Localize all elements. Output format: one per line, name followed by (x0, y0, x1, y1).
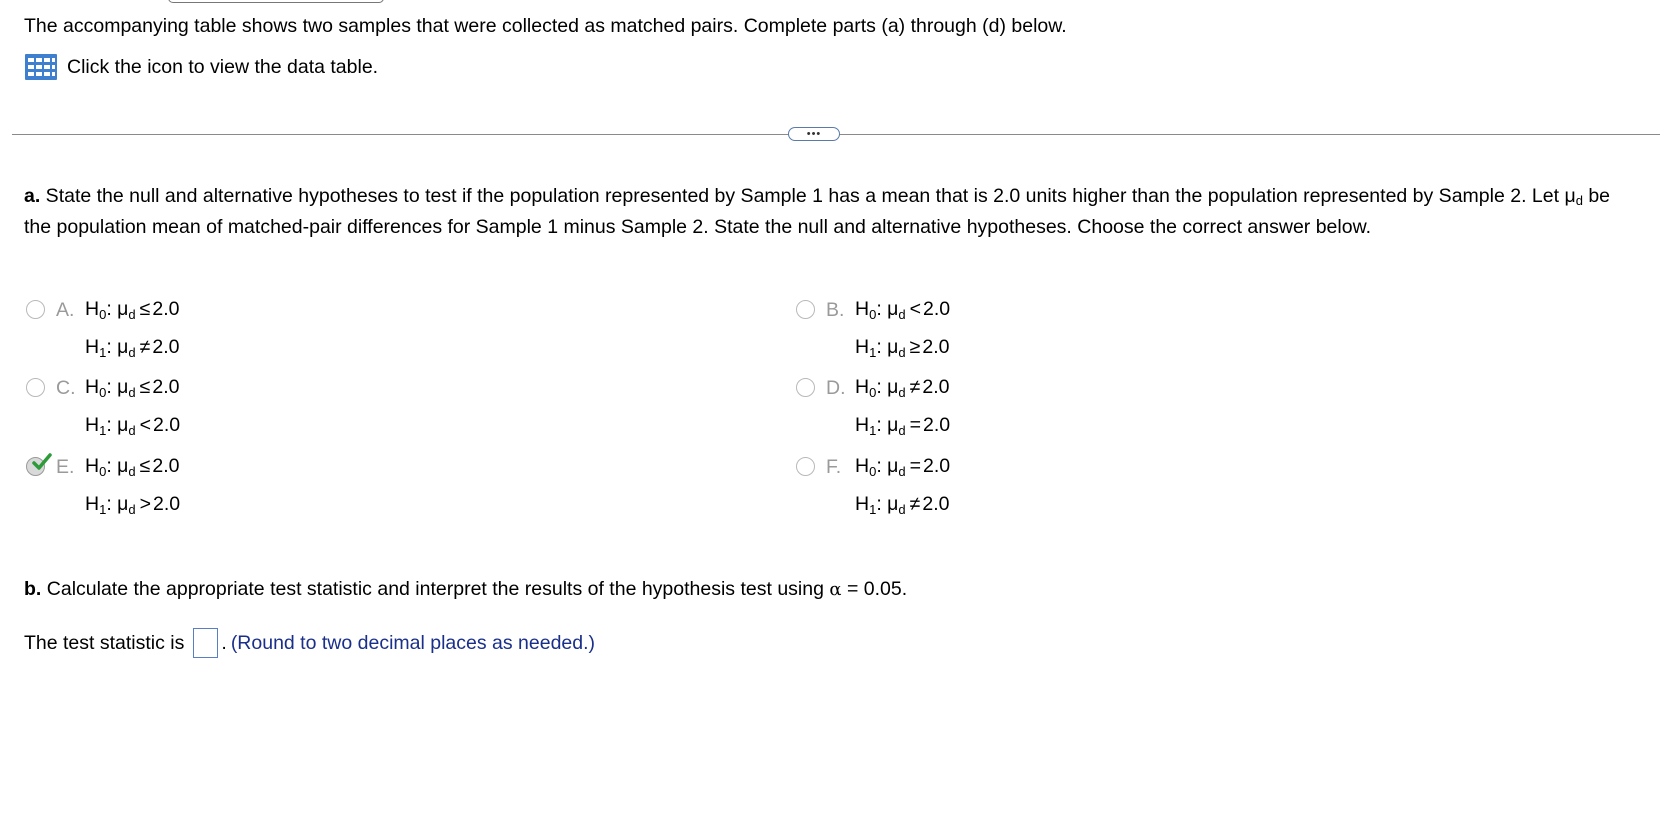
part-b-question (24, 576, 907, 603)
option-f[interactable] (796, 454, 950, 526)
mu-subscript: d (898, 345, 906, 360)
test-statistic-suffix: . (221, 632, 227, 654)
option-a-radio[interactable] (26, 300, 45, 319)
mu-symbol: μ (117, 336, 129, 358)
h-subscript: 0 (869, 464, 877, 479)
h-symbol: H (855, 376, 870, 398)
h-symbol: H (85, 298, 100, 320)
option-b-hypotheses (855, 293, 950, 369)
relation-symbol: ≠ (909, 493, 921, 515)
relation-symbol: ≤ (139, 298, 151, 320)
h-subscript: 1 (99, 423, 107, 438)
hypothesis-value: 2.0 (152, 455, 180, 477)
test-statistic-prefix: The test statistic is (24, 632, 185, 654)
hypothesis-value: 2.0 (923, 414, 951, 436)
relation-symbol: ≤ (139, 455, 151, 477)
hypothesis-value: 2.0 (923, 455, 951, 477)
option-f-hypotheses (855, 450, 950, 526)
mu-symbol: μ (1564, 185, 1576, 207)
mu-subscript: d (128, 464, 136, 479)
part-b-label: b. (24, 578, 42, 600)
hypothesis-h1: $H_1$: $\mu_d = 2.0$ (855, 409, 950, 447)
h-symbol: H (855, 455, 870, 477)
h-symbol: H (855, 336, 870, 358)
mu-symbol: μ (117, 455, 129, 477)
test-statistic-line (24, 628, 595, 658)
answer-options (26, 298, 1126, 550)
mu-symbol: μ (117, 298, 129, 320)
option-c-letter: C. (56, 377, 76, 399)
option-e[interactable] (26, 454, 180, 526)
part-a-text-2: be the population mean of matched-pair differences for Sample 1 minus Sample 2. State the null and alternative hypotheses. Choose the correct answer below. (24, 185, 1611, 238)
h-subscript: 1 (869, 502, 877, 517)
hypothesis-value: 2.0 (153, 414, 181, 436)
mu-subscript: d (898, 307, 906, 322)
h-subscript: 1 (99, 345, 107, 360)
h-subscript: 0 (99, 464, 107, 479)
question-intro: The accompanying table shows two samples that were collected as matched pairs. Complete parts (a) through (d) below. (24, 15, 1067, 37)
test-statistic-input[interactable] (193, 628, 218, 658)
mu-subscript: d (128, 345, 136, 360)
option-a-hypotheses (85, 293, 179, 369)
part-a-text-1: State the null and alternative hypotheses to test if the population represented by Sample 1 has a mean that is 2.0 units higher than the population represented by Sample 2. Let (40, 185, 1565, 207)
alpha-symbol: α (829, 579, 842, 600)
option-c-radio[interactable] (26, 378, 45, 397)
h-subscript: 0 (869, 307, 877, 322)
hypothesis-value: 2.0 (922, 336, 950, 358)
relation-symbol: < (909, 298, 922, 320)
top-tab[interactable] (168, 0, 384, 3)
table-icon[interactable] (24, 53, 58, 81)
hypothesis-h1: $H_1$: $\mu_d \ge 2.0$ (855, 331, 950, 369)
h-subscript: 0 (99, 307, 107, 322)
h-symbol: H (855, 414, 870, 436)
h-symbol: H (855, 298, 870, 320)
hypothesis-h1: $H_1$: $\mu_d \ne 2.0$ (855, 488, 950, 526)
mu-subscript: d (898, 423, 906, 438)
h-symbol: H (85, 414, 100, 436)
hypothesis-h0: $H_0$: $\mu_d \le 2.0$ (85, 371, 180, 409)
option-d[interactable] (796, 375, 950, 447)
option-a[interactable] (26, 297, 179, 369)
option-e-hypotheses (85, 450, 180, 526)
option-d-hypotheses (855, 371, 950, 447)
h-symbol: H (85, 455, 100, 477)
rounding-hint: (Round to two decimal places as needed.) (230, 632, 596, 654)
more-options-button[interactable] (788, 127, 840, 141)
hypothesis-h0: $H_0$: $\mu_d \le 2.0$ (85, 450, 180, 488)
hypothesis-h0: $H_0$: $\mu_d = 2.0$ (855, 450, 950, 488)
hypothesis-h1: $H_1$: $\mu_d \ne 2.0$ (85, 331, 179, 369)
alpha-value: = 0.05. (841, 578, 908, 600)
checkmark-icon (32, 452, 52, 472)
h-subscript: 1 (869, 345, 877, 360)
relation-symbol: = (909, 414, 922, 436)
mu-symbol: μ (887, 336, 899, 358)
h-symbol: H (855, 493, 870, 515)
part-a-label: a. (24, 185, 41, 207)
hypothesis-h0: $H_0$: $\mu_d \le 2.0$ (85, 293, 179, 331)
part-a-question (24, 183, 1639, 240)
option-c[interactable] (26, 375, 180, 447)
relation-symbol: ≠ (139, 336, 151, 358)
data-table-link[interactable] (24, 53, 378, 81)
h-symbol: H (85, 493, 100, 515)
hypothesis-value: 2.0 (152, 298, 180, 320)
mu-symbol: μ (887, 493, 899, 515)
part-b-text: Calculate the appropriate test statistic and interpret the results of the hypothesis test using (41, 578, 830, 600)
relation-symbol: = (909, 455, 922, 477)
option-d-letter: D. (826, 377, 846, 399)
hypothesis-value: 2.0 (922, 376, 950, 398)
mu-symbol: μ (887, 376, 899, 398)
option-f-letter: F. (826, 456, 842, 478)
hypothesis-value: 2.0 (152, 376, 180, 398)
h-subscript: 0 (99, 385, 107, 400)
mu-symbol: μ (887, 455, 899, 477)
option-e-radio[interactable] (26, 457, 45, 476)
h-symbol: H (85, 336, 100, 358)
mu-symbol: μ (117, 493, 129, 515)
relation-symbol: ≤ (139, 376, 151, 398)
mu-subscript: d (128, 423, 136, 438)
option-b-radio[interactable] (796, 300, 815, 319)
option-e-letter: E. (56, 456, 75, 478)
data-table-link-label[interactable]: Click the icon to view the data table. (67, 55, 379, 78)
option-f-radio[interactable] (796, 457, 815, 476)
hypothesis-h1: $H_1$: $\mu_d < 2.0$ (85, 409, 180, 447)
h-subscript: 1 (869, 423, 877, 438)
hypothesis-value: 2.0 (923, 298, 951, 320)
hypothesis-value: 2.0 (153, 493, 181, 515)
hypothesis-h0: $H_0$: $\mu_d \ne 2.0$ (855, 371, 950, 409)
ellipsis-icon: ••• (806, 127, 822, 140)
option-d-radio[interactable] (796, 378, 815, 397)
mu-symbol: μ (117, 414, 129, 436)
mu-subscript: d (128, 307, 136, 322)
h-subscript: 1 (99, 502, 107, 517)
mu-subscript: d (898, 385, 906, 400)
mu-symbol: μ (887, 298, 899, 320)
hypothesis-value: 2.0 (922, 493, 950, 515)
relation-symbol: < (139, 414, 152, 436)
relation-symbol: ≠ (909, 376, 921, 398)
mu-subscript: d (128, 385, 136, 400)
mu-d-symbol (1564, 185, 1582, 207)
option-b[interactable] (796, 297, 950, 369)
option-c-hypotheses (85, 371, 180, 447)
mu-subscript: d (1575, 193, 1583, 208)
mu-subscript: d (898, 464, 906, 479)
mu-symbol: μ (117, 376, 129, 398)
relation-symbol: > (139, 493, 152, 515)
hypothesis-value: 2.0 (152, 336, 180, 358)
option-a-letter: A. (56, 299, 75, 321)
mu-subscript: d (898, 502, 906, 517)
hypothesis-h0: $H_0$: $\mu_d < 2.0$ (855, 293, 950, 331)
h-symbol: H (85, 376, 100, 398)
option-b-letter: B. (826, 299, 845, 321)
mu-symbol: μ (887, 414, 899, 436)
hypothesis-h1: $H_1$: $\mu_d > 2.0$ (85, 488, 180, 526)
mu-subscript: d (128, 502, 136, 517)
h-subscript: 0 (869, 385, 877, 400)
relation-symbol: ≥ (909, 336, 921, 358)
